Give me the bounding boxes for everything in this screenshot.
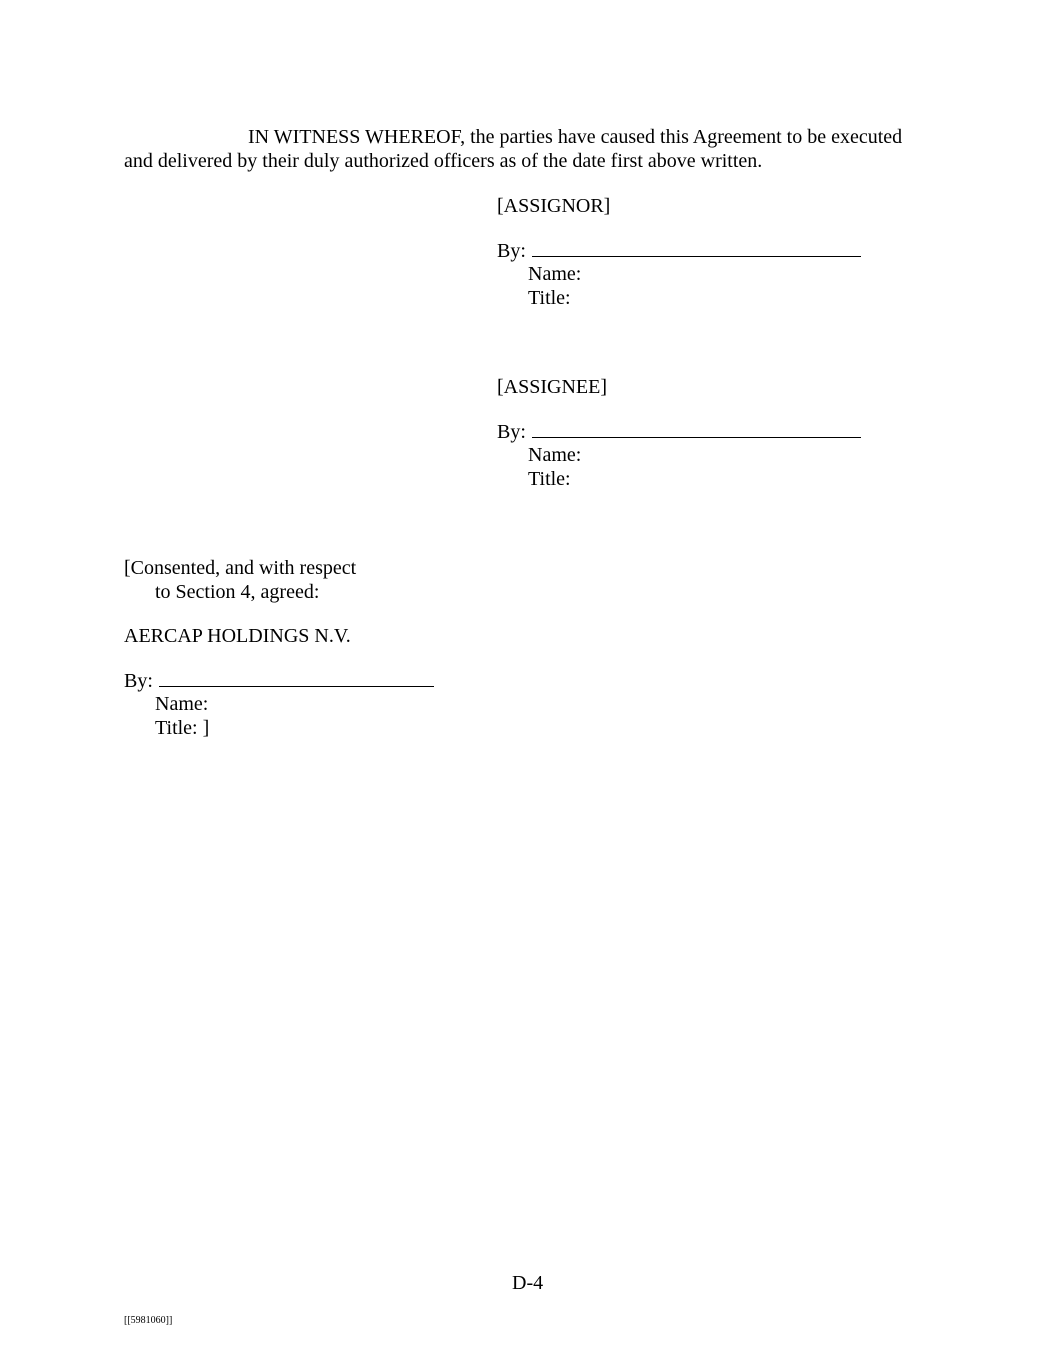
assignor-signature-row	[497, 238, 861, 263]
consent-line-2: to Section 4, agreed:	[155, 581, 320, 603]
assignor-title-label: Title:	[528, 287, 571, 309]
assignor-by-label: By:	[497, 240, 526, 262]
assignee-heading: [ASSIGNEE]	[497, 376, 607, 398]
assignee-title-label: Title:	[528, 468, 571, 490]
witness-line-1: IN WITNESS WHEREOF, the parties have caused this Agreement to be executed	[248, 126, 903, 148]
assignor-name-label: Name:	[528, 263, 582, 285]
assignee-signature-row	[497, 419, 861, 444]
document-code: [[5981060]]	[124, 1315, 173, 1326]
witness-line-2: and delivered by their duly authorized officers as of the date first above written.	[124, 150, 763, 172]
assignor-heading: [ASSIGNOR]	[497, 195, 611, 217]
assignee-by-label: By:	[497, 421, 526, 443]
consent-line-1: [Consented, and with respect	[124, 557, 357, 579]
page-number: D-4	[512, 1272, 544, 1294]
consent-title-label: Title: ]	[155, 717, 210, 739]
consent-by-label: By:	[124, 670, 153, 692]
consent-signature-line[interactable]	[159, 668, 434, 687]
consent-signature-row	[124, 668, 434, 693]
consent-name-label: Name:	[155, 693, 209, 715]
assignee-name-label: Name:	[528, 444, 582, 466]
assignor-signature-line[interactable]	[532, 238, 861, 257]
assignee-signature-line[interactable]	[532, 419, 861, 438]
consent-company: AERCAP HOLDINGS N.V.	[124, 625, 351, 647]
